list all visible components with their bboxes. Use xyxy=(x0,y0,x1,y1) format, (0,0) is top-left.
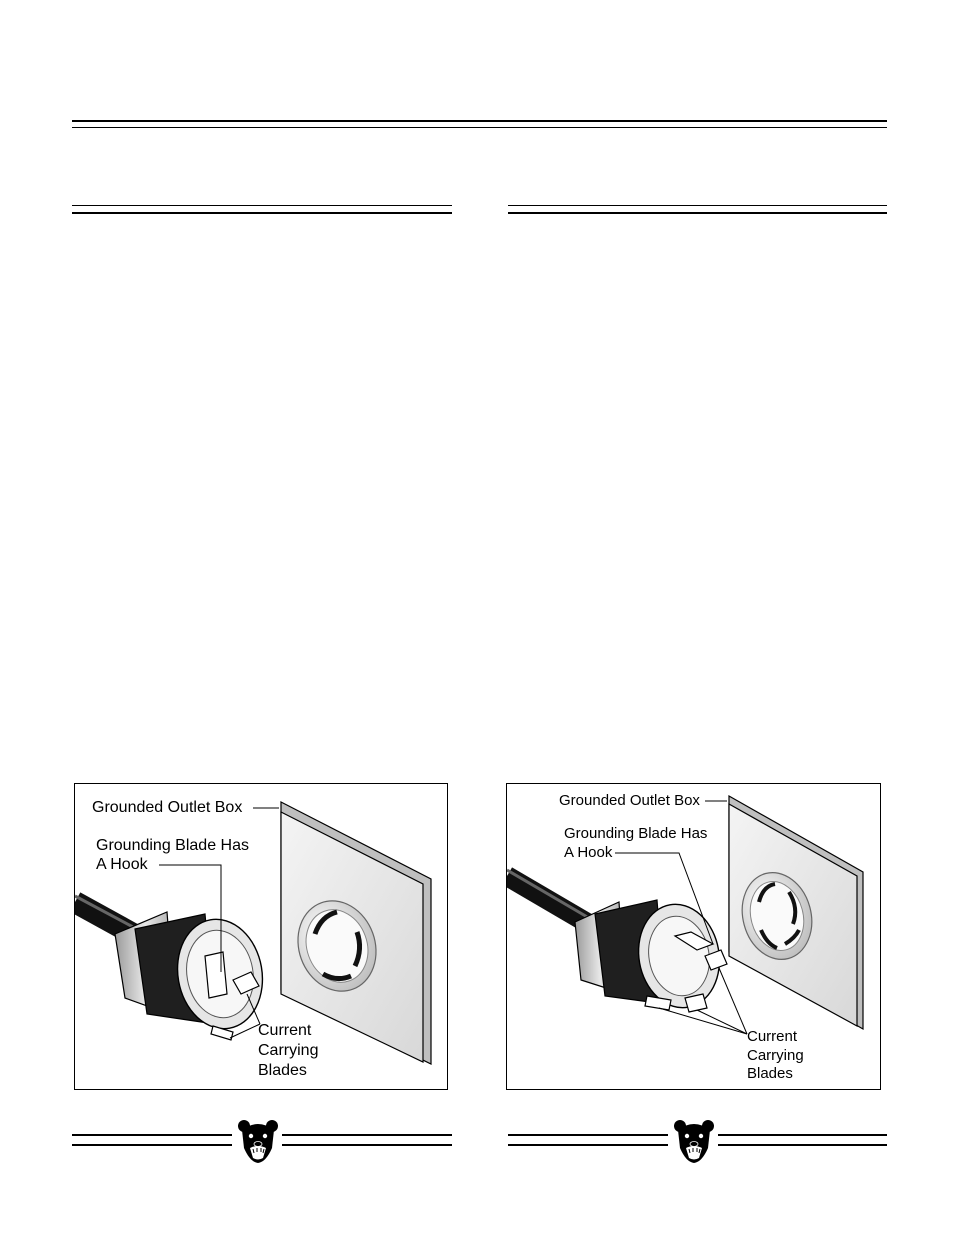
label-current-line1: Current xyxy=(258,1022,312,1039)
top-double-rule xyxy=(72,120,887,130)
label-grounding-blade-line1: Grounding Blade Has xyxy=(96,837,249,854)
power-cord xyxy=(75,902,133,934)
current-blade xyxy=(685,994,707,1012)
grounding-blade-hook xyxy=(205,952,227,998)
leader-line xyxy=(659,1008,747,1034)
power-cord xyxy=(507,876,589,924)
label-current-line1: Current xyxy=(747,1028,798,1045)
label-current-line3: Blades xyxy=(258,1062,307,1079)
footer-left xyxy=(72,1118,452,1164)
figure-locking-plug-4-prong xyxy=(506,783,881,1090)
label-current-line3: Blades xyxy=(747,1065,793,1082)
label-grounding-blade-line2: A Hook xyxy=(96,856,148,873)
label-grounded-outlet-box: Grounded Outlet Box xyxy=(559,792,700,809)
leader-line xyxy=(719,968,747,1034)
right-column-rule xyxy=(508,205,887,215)
label-grounded-outlet-box: Grounded Outlet Box xyxy=(92,799,243,816)
label-grounding-blade-line2: A Hook xyxy=(564,844,613,861)
bear-head-icon xyxy=(672,1118,716,1164)
label-grounding-blade-line1: Grounding Blade Has xyxy=(564,825,708,842)
label-current-line2: Carrying xyxy=(258,1042,319,1059)
label-current-line2: Carrying xyxy=(747,1047,804,1064)
bear-head-icon xyxy=(236,1118,280,1164)
left-column-rule xyxy=(72,205,452,215)
leader-line xyxy=(697,1010,747,1034)
footer-right xyxy=(508,1118,887,1164)
figure-locking-plug-3-prong xyxy=(74,783,448,1090)
